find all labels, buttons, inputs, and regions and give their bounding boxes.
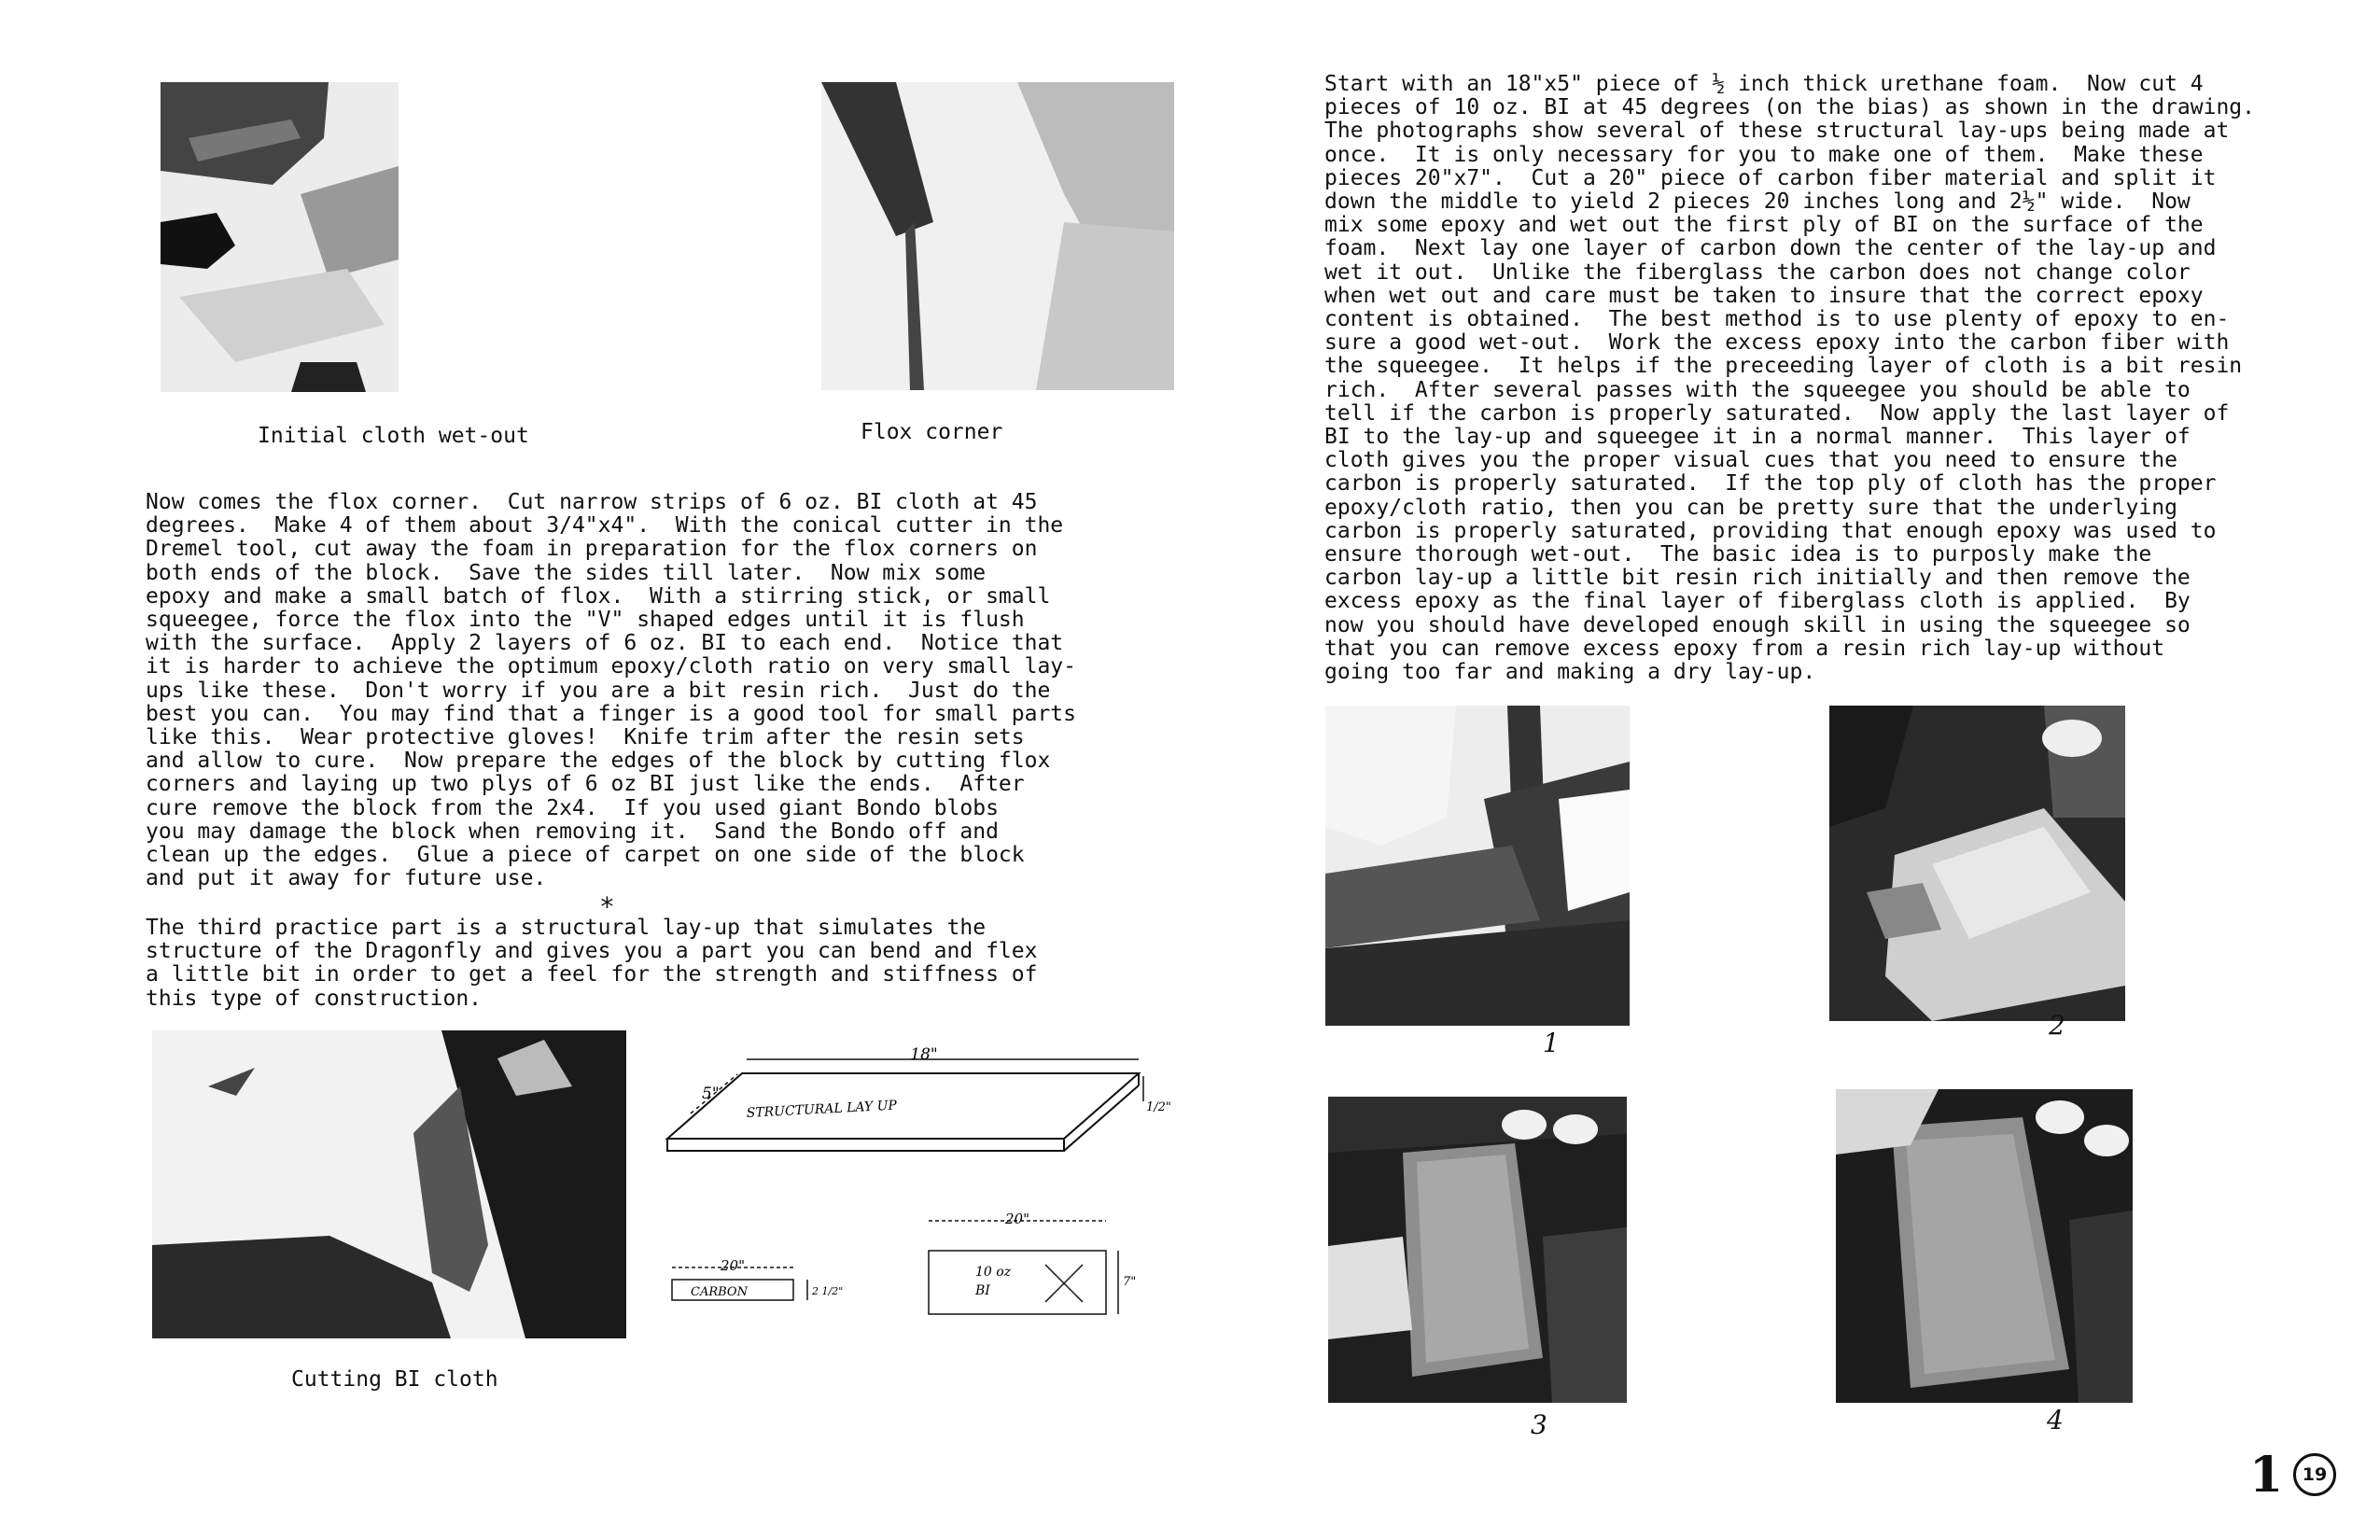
right-page <box>1190 0 2380 1540</box>
bi-weight-label: 10 oz <box>975 1265 1012 1280</box>
carbon-strip-label: CARBON <box>691 1285 748 1299</box>
layup-thickness-label: 1/2" <box>1146 1100 1171 1114</box>
bi-length-label: 20" <box>1005 1211 1029 1227</box>
bi-name-label: BI <box>975 1283 990 1298</box>
left-paragraph-structural-layup: The third practice part is a structural lay-up that simulates the structure of the Dragonfly and gives you a part you can bend and flex a little bit in order to get a feel for the strength and stiffness of this type of construction. <box>146 916 1038 1011</box>
photo-layup-step-1 <box>1325 706 1630 1026</box>
layup-width-label: 5" <box>702 1085 720 1103</box>
photo-label-2: 2 <box>2049 1010 2065 1041</box>
photo-layup-step-4 <box>1836 1089 2133 1403</box>
page-number-circle: 19 <box>2293 1453 2336 1496</box>
caption-initial-cloth-wetout: Initial cloth wet-out <box>258 424 529 448</box>
caption-cutting-bi-cloth: Cutting BI cloth <box>291 1367 498 1392</box>
bi-cloth-drawing <box>929 1221 1118 1314</box>
layup-length-label: 18" <box>910 1045 938 1064</box>
structural-layup-diagram <box>653 1041 1171 1377</box>
photo-layup-step-2 <box>1829 706 2125 1021</box>
photo-label-1: 1 <box>1543 1028 1560 1058</box>
carbon-width-label: 2 1/2" <box>812 1285 844 1297</box>
bi-width-label: 7" <box>1123 1275 1137 1289</box>
right-paragraph-structural-layup: Start with an 18"x5" piece of ½ inch thick urethane foam. Now cut 4 pieces of 10 oz. BI at 45 degrees (on the bias) as shown in the drawing. The photographs show several of these structural lay-ups being made at once. It is only necessary for you to make one of them. Make these pieces 20"x7". Cut a 20" piece of carbon fiber material and split it down the middle to yield 2 pieces 20 inches long and 2½" wide. Now mix some epoxy and wet out the first ply of BI on the surface of the foam. Next lay one layer of carbon down the center of the lay-up and wet it out. Unlike the fiberglass the carbon does not change color when wet out and care must be taken to insure that the correct epoxy content is obtained. The best method is to use plenty of epoxy to en- sure a good wet-out. Work the excess epoxy into the carbon fiber with the squeegee. It helps if the preceeding layer of cloth is a bit resin rich. After several passes with the squeegee you should be able to tell if the carbon is properly saturated. Now apply the last layer of BI to the lay-up and squeegee it in a normal manner. This layer of cloth gives you the proper visual cues that you need to ensure the carbon is properly saturated. If the top ply of cloth has the proper epoxy/cloth ratio, then you can be pretty sure that the underlying carbon is properly saturated, providing that enough epoxy was used to ensure thorough wet-out. The basic idea is to purposly make the carbon lay-up a little bit resin rich initially and then remove the excess epoxy as the final layer of fiberglass cloth is applied. By now you should have developed enough skill in using the squeegee so that you can remove excess epoxy from a resin rich lay-up without going too far and making a dry lay-up. <box>1324 72 2255 685</box>
layup-panel-label: STRUCTURAL LAY UP <box>746 1098 898 1121</box>
photo-flox-corner <box>821 82 1174 390</box>
photo-initial-cloth-wetout <box>161 82 399 392</box>
carbon-length-label: 20" <box>721 1257 745 1274</box>
caption-flox-corner: Flox corner <box>861 420 1003 444</box>
foam-panel-drawing <box>667 1073 1139 1151</box>
photo-cutting-bi-cloth <box>152 1030 626 1338</box>
section-separator-asterisk: * <box>599 891 615 922</box>
photo-label-3: 3 <box>1531 1409 1547 1440</box>
photo-label-4: 4 <box>2047 1405 2064 1435</box>
left-paragraph-flox-corner: Now comes the flox corner. Cut narrow strips of 6 oz. BI cloth at 45 degrees. Make 4 of them about 3/4"x4". With the conical cutter in the Dremel tool, cut away the foam in preparation for the flox corners on both ends of the block. Save the sides till later. Now mix some epoxy and make a small batch of flox. With a stirring stick, or small squeegee, force the flox into the "V" shaped edges until it is flush with the surface. Apply 2 layers of 6 oz. BI to each end. Notice that it is harder to achieve the optimum epoxy/cloth ratio on very small lay- ups like these. Don't worry if you are a bit resin rich. Just do the best you can. You may find that a finger is a good tool for small parts like this. Wear protective gloves! Knife trim after the resin sets and allow to cure. Now prepare the edges of the block by cutting flox corners and laying up two plys of 6 oz BI just like the ends. After cure remove the block from the 2x4. If you used giant Bondo blobs you may damage the block when removing it. Sand the Bondo off and clean up the edges. Glue a piece of carpet on one side of the block and put it away for future use. <box>146 490 1076 891</box>
page-number: 1 <box>2249 1447 2284 1504</box>
photo-layup-step-3 <box>1328 1097 1627 1403</box>
